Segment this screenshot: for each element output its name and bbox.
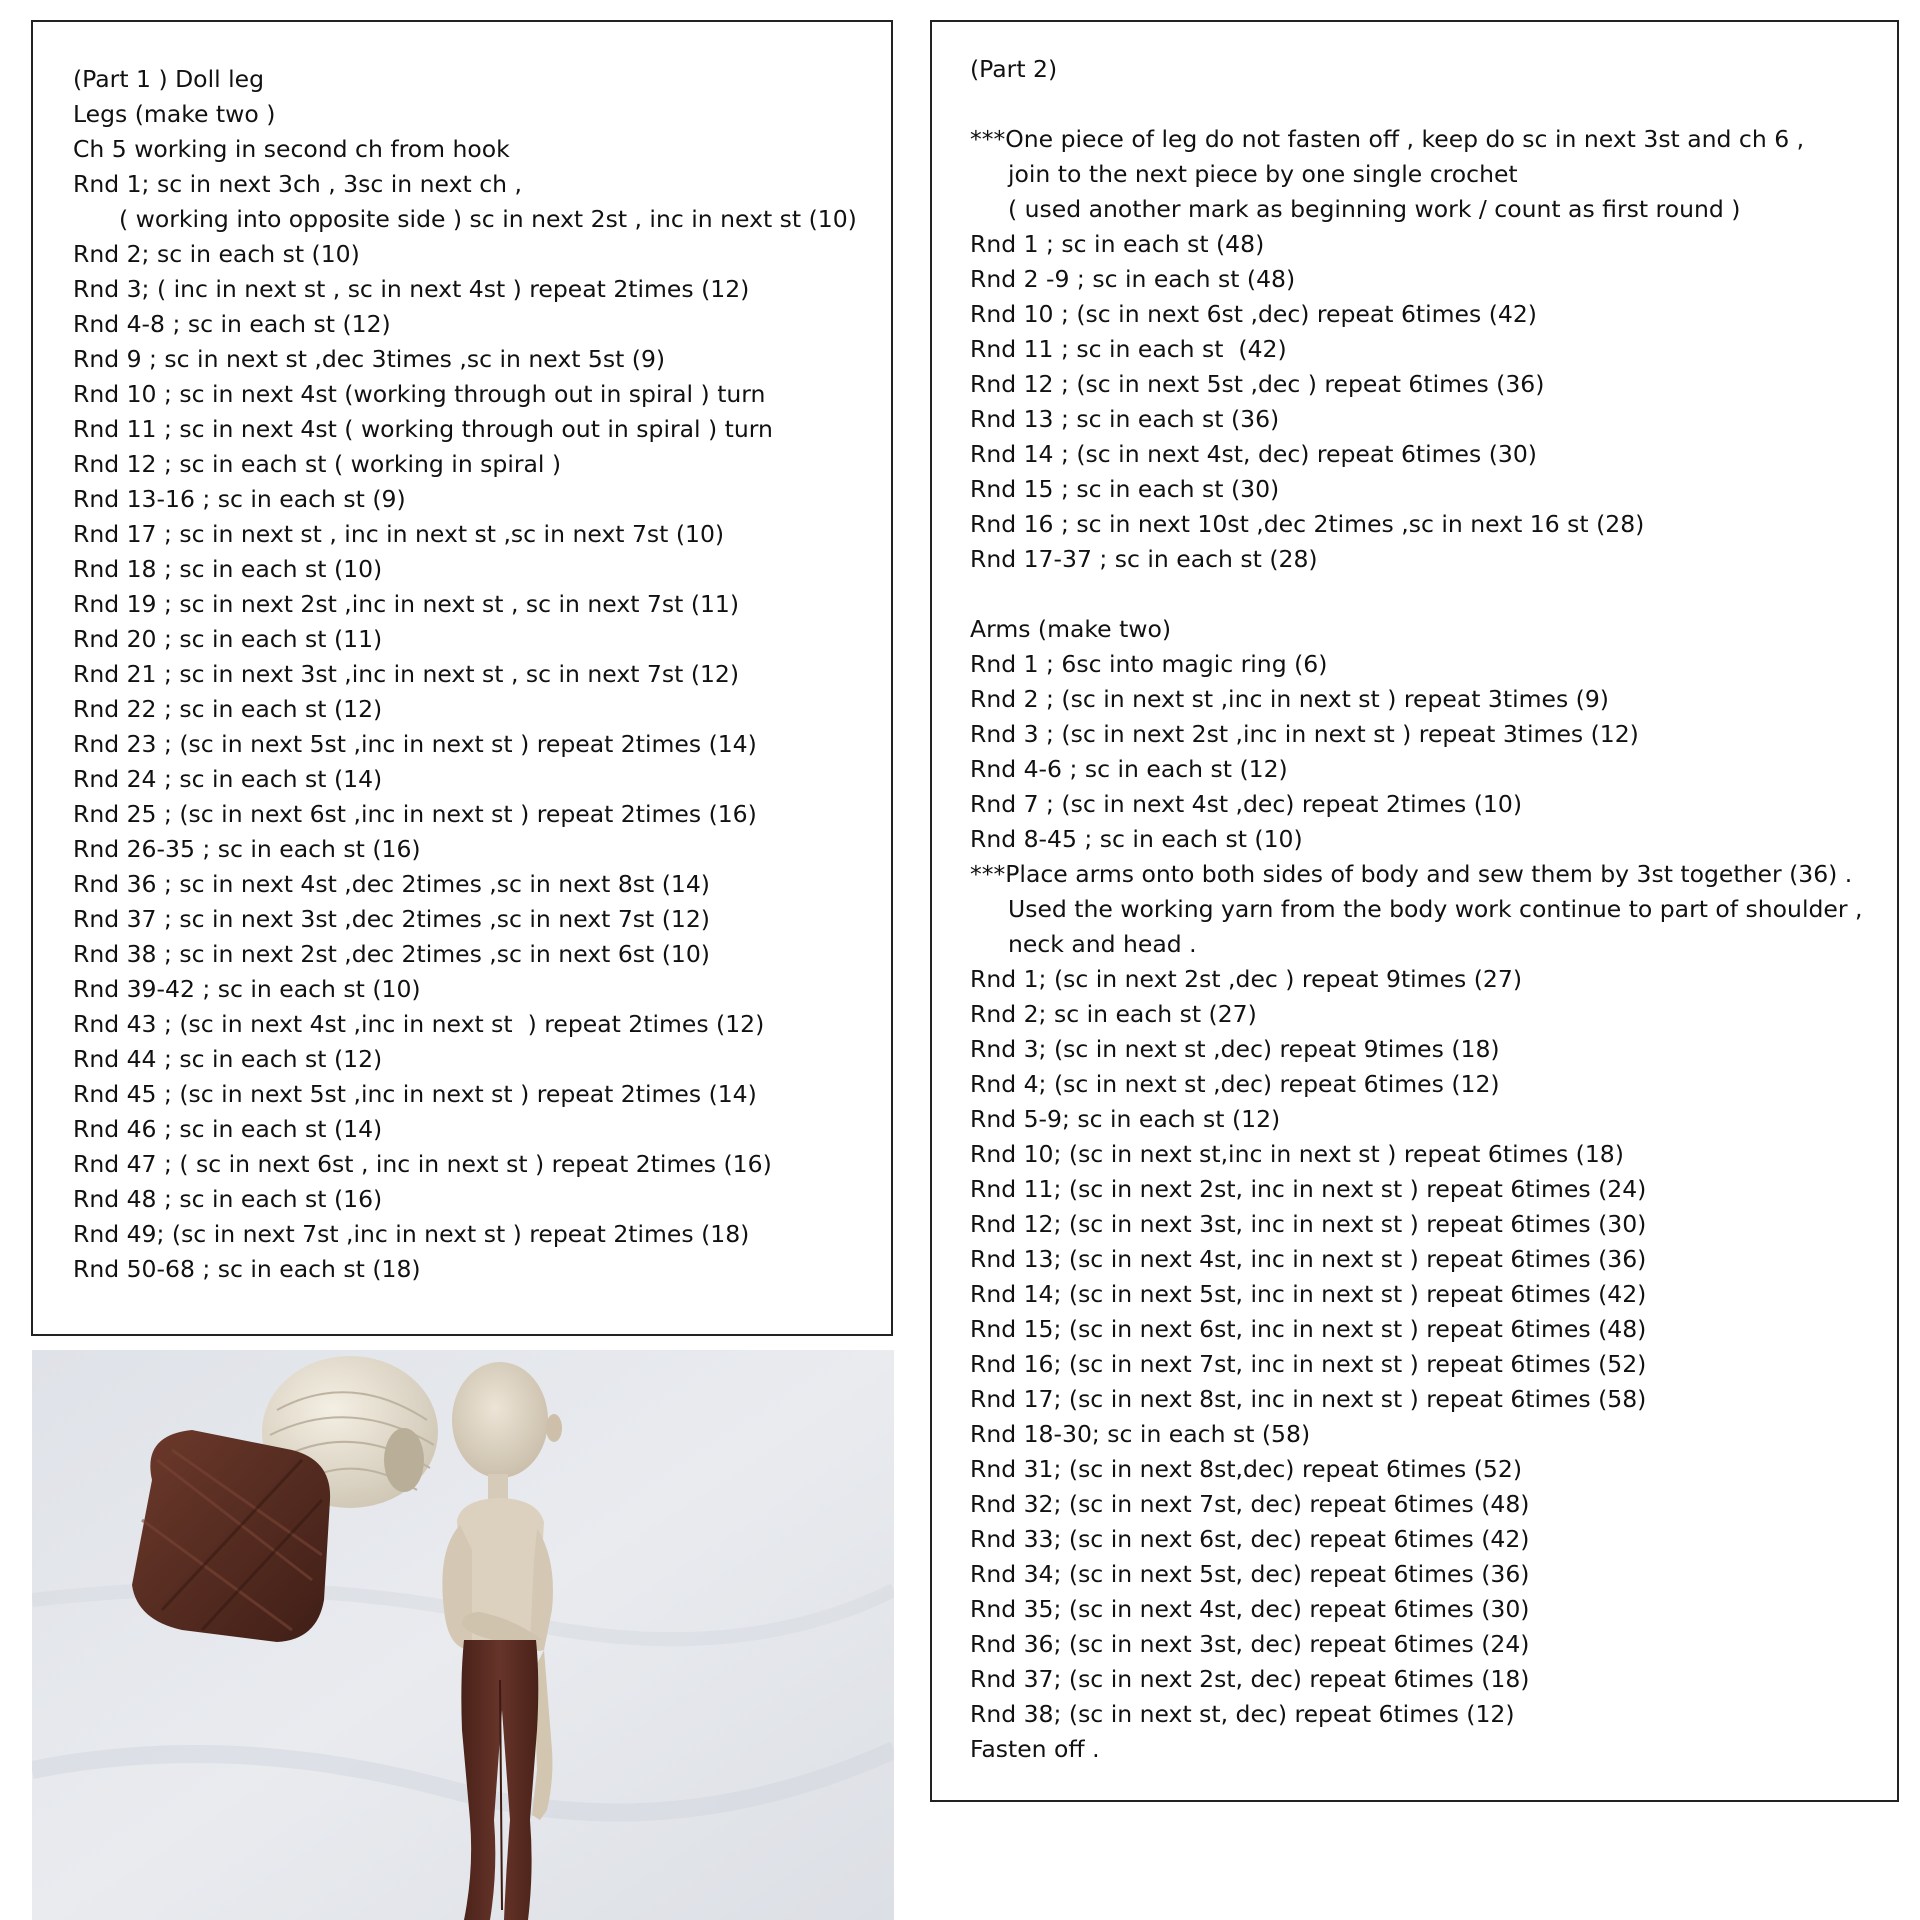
text-line: Rnd 15; (sc in next 6st, inc in next st ) repeat 6times (48) [970, 1315, 1647, 1343]
text-line: ***One piece of leg do not fasten off , keep do sc in next 3st and ch 6 , [970, 125, 1805, 153]
text-line: Rnd 4-8 ; sc in each st (12) [73, 310, 391, 338]
text-line: Rnd 2; sc in each st (10) [73, 240, 360, 268]
text-line: Rnd 20 ; sc in each st (11) [73, 625, 383, 653]
text-line: Rnd 22 ; sc in each st (12) [73, 695, 383, 723]
text-line: Rnd 13; (sc in next 4st, inc in next st ) repeat 6times (36) [970, 1245, 1647, 1273]
text-line: Rnd 35; (sc in next 4st, dec) repeat 6times (30) [970, 1595, 1530, 1623]
text-line: Rnd 9 ; sc in next st ,dec 3times ,sc in next 5st (9) [73, 345, 666, 373]
text-line: Rnd 24 ; sc in each st (14) [73, 765, 383, 793]
text-line: Rnd 2 ; (sc in next st ,inc in next st ) repeat 3times (9) [970, 685, 1609, 713]
text-line: Rnd 17 ; sc in next st , inc in next st ,sc in next 7st (10) [73, 520, 725, 548]
text-line: Used the working yarn from the body work continue to part of shoulder , [1008, 895, 1863, 923]
text-line: Rnd 47 ; ( sc in next 6st , inc in next st ) repeat 2times (16) [73, 1150, 772, 1178]
text-line: Rnd 4; (sc in next st ,dec) repeat 6times (12) [970, 1070, 1500, 1098]
text-line: Rnd 19 ; sc in next 2st ,inc in next st , sc in next 7st (11) [73, 590, 740, 618]
text-line: Rnd 7 ; (sc in next 4st ,dec) repeat 2times (10) [970, 790, 1522, 818]
text-line: Rnd 14 ; (sc in next 4st, dec) repeat 6times (30) [970, 440, 1537, 468]
text-line: Rnd 1; (sc in next 2st ,dec ) repeat 9times (27) [970, 965, 1522, 993]
text-line: Rnd 18-30; sc in each st (58) [970, 1420, 1311, 1448]
text-line: Rnd 15 ; sc in each st (30) [970, 475, 1280, 503]
text-line: Rnd 12 ; (sc in next 5st ,dec ) repeat 6times (36) [970, 370, 1545, 398]
text-line: Rnd 13 ; sc in each st (36) [970, 405, 1280, 433]
text-line: Rnd 11 ; sc in each st (42) [970, 335, 1287, 363]
text-line: Rnd 31; (sc in next 8st,dec) repeat 6times (52) [970, 1455, 1522, 1483]
text-line: Rnd 50-68 ; sc in each st (18) [73, 1255, 421, 1283]
text-line: Rnd 38; (sc in next st, dec) repeat 6times (12) [970, 1700, 1515, 1728]
text-line: Arms (make two) [970, 615, 1172, 643]
text-line: Rnd 2; sc in each st (27) [970, 1000, 1257, 1028]
part2-panel [930, 20, 1899, 1802]
text-line: Rnd 37; (sc in next 2st, dec) repeat 6times (18) [970, 1665, 1530, 1693]
text-line: Rnd 34; (sc in next 5st, dec) repeat 6times (36) [970, 1560, 1530, 1588]
text-line: Rnd 10 ; (sc in next 6st ,dec) repeat 6times (42) [970, 300, 1537, 328]
text-line: Rnd 13-16 ; sc in each st (9) [73, 485, 406, 513]
text-line: (Part 2) [970, 55, 1058, 83]
text-line: Ch 5 working in second ch from hook [73, 135, 510, 163]
doll-photo [32, 1350, 894, 1920]
text-line: Rnd 10 ; sc in next 4st (working through out in spiral ) turn [73, 380, 766, 408]
text-line: Rnd 16 ; sc in next 10st ,dec 2times ,sc in next 16 st (28) [970, 510, 1645, 538]
text-line: Rnd 26-35 ; sc in each st (16) [73, 835, 421, 863]
text-line: ***Place arms onto both sides of body and sew them by 3st together (36) . [970, 860, 1853, 888]
blank-line [970, 87, 1897, 122]
text-line: Rnd 21 ; sc in next 3st ,inc in next st , sc in next 7st (12) [73, 660, 740, 688]
text-line: Rnd 12 ; sc in each st ( working in spiral ) [73, 450, 562, 478]
text-line: Rnd 48 ; sc in each st (16) [73, 1185, 383, 1213]
brown-yarn-ball [132, 1430, 330, 1642]
blank-line [970, 577, 1897, 612]
text-line: Rnd 43 ; (sc in next 4st ,inc in next st ) repeat 2times (12) [73, 1010, 765, 1038]
text-line: Rnd 14; (sc in next 5st, inc in next st ) repeat 6times (42) [970, 1280, 1647, 1308]
text-line: Rnd 4-6 ; sc in each st (12) [970, 755, 1288, 783]
text-line: Rnd 45 ; (sc in next 5st ,inc in next st ) repeat 2times (14) [73, 1080, 757, 1108]
text-line: Rnd 8-45 ; sc in each st (10) [970, 825, 1303, 853]
text-line: Rnd 39-42 ; sc in each st (10) [73, 975, 421, 1003]
text-line: ( used another mark as beginning work / count as first round ) [1008, 195, 1741, 223]
text-line: Rnd 46 ; sc in each st (14) [73, 1115, 383, 1143]
doll-head [452, 1362, 548, 1478]
text-line: Rnd 5-9; sc in each st (12) [970, 1105, 1281, 1133]
text-line: Rnd 3 ; (sc in next 2st ,inc in next st ) repeat 3times (12) [970, 720, 1639, 748]
text-line: Rnd 38 ; sc in next 2st ,dec 2times ,sc in next 6st (10) [73, 940, 710, 968]
text-line: Rnd 44 ; sc in each st (12) [73, 1045, 383, 1073]
text-line: Rnd 1; sc in next 3ch , 3sc in next ch , [73, 170, 522, 198]
text-line: Rnd 1 ; sc in each st (48) [970, 230, 1265, 258]
text-line: Rnd 32; (sc in next 7st, dec) repeat 6times (48) [970, 1490, 1530, 1518]
text-line: Rnd 36 ; sc in next 4st ,dec 2times ,sc in next 8st (14) [73, 870, 710, 898]
text-line: Rnd 11 ; sc in next 4st ( working through out in spiral ) turn [73, 415, 773, 443]
text-line: Rnd 36; (sc in next 3st, dec) repeat 6times (24) [970, 1630, 1530, 1658]
text-line: Rnd 16; (sc in next 7st, inc in next st ) repeat 6times (52) [970, 1350, 1647, 1378]
text-line: Rnd 25 ; (sc in next 6st ,inc in next st ) repeat 2times (16) [73, 800, 757, 828]
text-line: (Part 1 ) Doll leg [73, 65, 264, 93]
text-line: Rnd 23 ; (sc in next 5st ,inc in next st ) repeat 2times (14) [73, 730, 757, 758]
doll-photo-illustration [32, 1350, 894, 1920]
text-line: Rnd 17-37 ; sc in each st (28) [970, 545, 1318, 573]
text-line: Legs (make two ) [73, 100, 276, 128]
text-line: Rnd 1 ; 6sc into magic ring (6) [970, 650, 1328, 678]
text-line: Rnd 37 ; sc in next 3st ,dec 2times ,sc in next 7st (12) [73, 905, 710, 933]
text-line: Rnd 2 -9 ; sc in each st (48) [970, 265, 1296, 293]
part1-panel [31, 20, 893, 1336]
text-line: Rnd 12; (sc in next 3st, inc in next st ) repeat 6times (30) [970, 1210, 1647, 1238]
text-line: join to the next piece by one single crochet [1008, 160, 1518, 188]
text-line: neck and head . [1008, 930, 1197, 958]
text-line: Rnd 18 ; sc in each st (10) [73, 555, 383, 583]
text-line: Rnd 3; ( inc in next st , sc in next 4st ) repeat 2times (12) [73, 275, 750, 303]
text-line: Rnd 33; (sc in next 6st, dec) repeat 6times (42) [970, 1525, 1530, 1553]
text-line: Rnd 10; (sc in next st,inc in next st ) repeat 6times (18) [970, 1140, 1624, 1168]
text-line: Rnd 49; (sc in next 7st ,inc in next st ) repeat 2times (18) [73, 1220, 750, 1248]
text-line: Rnd 17; (sc in next 8st, inc in next st ) repeat 6times (58) [970, 1385, 1647, 1413]
text-line: Rnd 11; (sc in next 2st, inc in next st ) repeat 6times (24) [970, 1175, 1647, 1203]
text-line: Fasten off . [970, 1735, 1100, 1763]
text-line: Rnd 3; (sc in next st ,dec) repeat 9times (18) [970, 1035, 1500, 1063]
text-line: ( working into opposite side ) sc in next 2st , inc in next st (10) [119, 205, 857, 233]
